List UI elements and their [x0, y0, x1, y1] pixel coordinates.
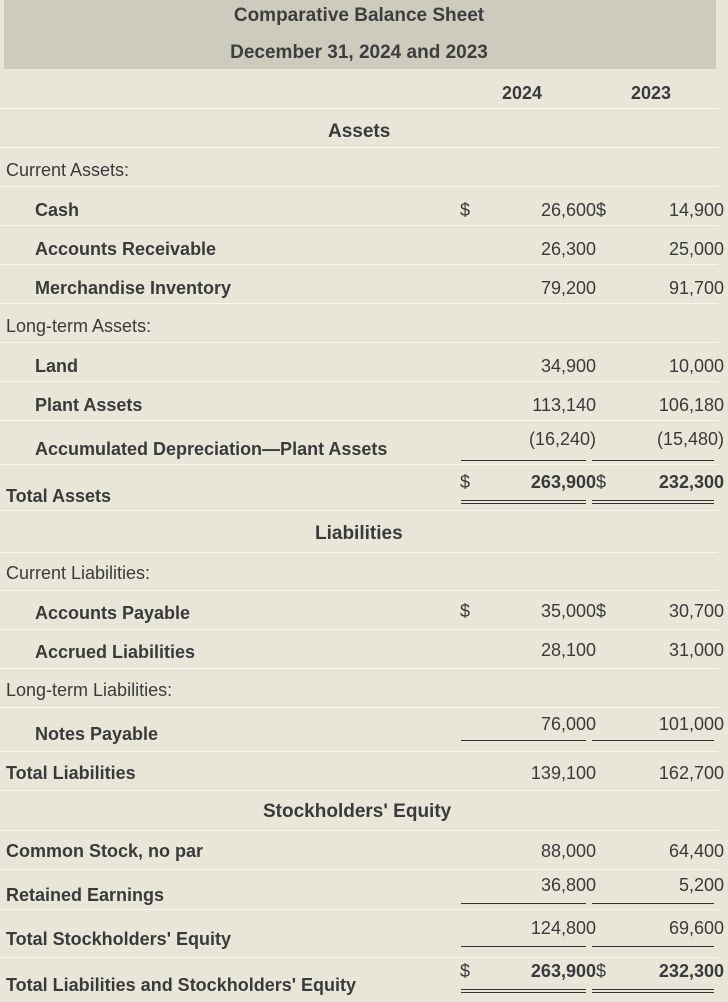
row-label-total-equity: Total Stockholders' Equity — [6, 929, 231, 949]
underline — [461, 740, 586, 741]
statement-title: Comparative Balance Sheet — [233, 5, 485, 26]
row-label-accounts-payable: Accounts Payable — [35, 603, 191, 623]
table-row — [0, 343, 718, 382]
currency-symbol: $ — [460, 472, 471, 492]
subheading-current-liabilities: Current Liabilities: — [6, 563, 151, 583]
row-label-notes-payable: Notes Payable — [35, 724, 159, 744]
row-label-accrued-liabilities: Accrued Liabilities — [35, 642, 196, 662]
ar-2023: 25,000 — [668, 239, 724, 259]
underline — [592, 946, 714, 947]
row-label-land: Land — [35, 356, 78, 376]
currency-symbol: $ — [460, 200, 471, 220]
section-heading-equity: Stockholders' Equity — [263, 801, 452, 822]
section-heading-assets: Assets — [328, 121, 391, 142]
total-le-2023: 232,300 — [658, 961, 724, 981]
currency-symbol: $ — [460, 601, 471, 621]
plant-2023: 106,180 — [658, 395, 724, 415]
accum-dep-2024: (16,240) — [528, 429, 596, 449]
double-underline — [592, 500, 714, 504]
currency-symbol: $ — [596, 961, 607, 981]
accrued-2023: 31,000 — [668, 640, 724, 660]
cash-2023: 14,900 — [668, 200, 724, 220]
total-liabilities-2023: 162,700 — [658, 763, 724, 783]
table-row — [0, 187, 718, 226]
land-2024: 34,900 — [540, 356, 596, 376]
total-equity-2024: 124,800 — [530, 918, 596, 938]
row-label-common-stock: Common Stock, no par — [6, 841, 204, 861]
total-le-2024: 263,900 — [530, 961, 596, 981]
underline — [592, 740, 714, 741]
common-stock-2023: 64,400 — [668, 841, 724, 861]
common-stock-2024: 88,000 — [540, 841, 596, 861]
accum-dep-2023: (15,480) — [656, 429, 724, 449]
row-label-total-liabilities: Total Liabilities — [6, 763, 136, 783]
row-label-accumulated-depreciation: Accumulated Depreciation—Plant Assets — [35, 439, 388, 459]
subheading-longterm-assets: Long-term Assets: — [6, 316, 152, 336]
double-underline — [461, 989, 586, 993]
ap-2023: 30,700 — [668, 601, 724, 621]
section-heading-liabilities: Liabilities — [315, 523, 403, 544]
retained-earnings-2023: 5,200 — [678, 875, 724, 895]
underline — [461, 946, 586, 947]
row-label-accounts-receivable: Accounts Receivable — [35, 239, 217, 259]
double-underline — [461, 500, 586, 504]
column-header-row — [0, 70, 718, 109]
cash-2024: 26,600 — [540, 200, 596, 220]
row-label-retained-earnings: Retained Earnings — [6, 885, 165, 905]
double-underline — [592, 989, 714, 993]
total-liabilities-2024: 139,100 — [530, 763, 596, 783]
currency-symbol: $ — [460, 961, 471, 981]
notes-2023: 101,000 — [658, 714, 724, 734]
column-header-2024: 2024 — [502, 83, 543, 103]
currency-symbol: $ — [596, 472, 607, 492]
total-assets-2024: 263,900 — [530, 472, 596, 492]
row-label-merchandise-inventory: Merchandise Inventory — [35, 278, 232, 298]
currency-symbol: $ — [596, 200, 607, 220]
total-equity-2023: 69,600 — [668, 918, 724, 938]
underline — [592, 460, 714, 461]
row-label-plant-assets: Plant Assets — [35, 395, 143, 415]
underline — [592, 903, 714, 904]
row-label-cash: Cash — [35, 200, 80, 220]
inventory-2024: 79,200 — [540, 278, 596, 298]
retained-earnings-2024: 36,800 — [540, 875, 596, 895]
ap-2024: 35,000 — [540, 601, 596, 621]
total-assets-2023: 232,300 — [658, 472, 724, 492]
inventory-2023: 91,700 — [668, 278, 724, 298]
underline — [461, 903, 586, 904]
underline — [461, 460, 586, 461]
subheading-longterm-liabilities: Long-term Liabilities: — [6, 680, 173, 700]
notes-2024: 76,000 — [540, 714, 596, 734]
ar-2024: 26,300 — [540, 239, 596, 259]
accrued-2024: 28,100 — [540, 640, 596, 660]
land-2023: 10,000 — [668, 356, 724, 376]
currency-symbol: $ — [596, 601, 607, 621]
column-header-2023: 2023 — [631, 83, 672, 103]
statement-date: December 31, 2024 and 2023 — [230, 42, 488, 63]
row-label-total-liabilities-equity: Total Liabilities and Stockholders' Equity — [6, 975, 356, 995]
subheading-current-assets: Current Assets: — [6, 160, 130, 180]
row-label-total-assets: Total Assets — [6, 486, 112, 506]
plant-2024: 113,140 — [532, 395, 596, 415]
